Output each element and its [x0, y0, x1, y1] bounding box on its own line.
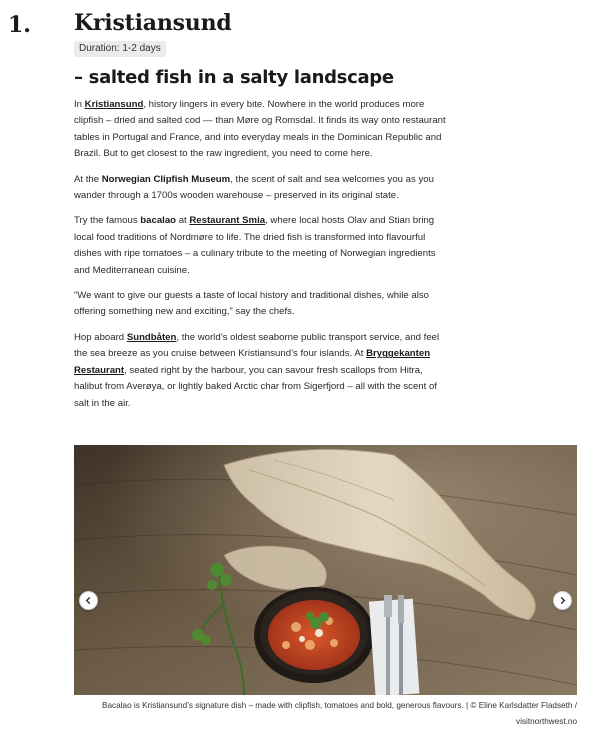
- section-number: 1.: [8, 12, 31, 38]
- carousel-next-button[interactable]: [553, 591, 572, 610]
- link-bryggekanten-restaurant[interactable]: Bryggekanten Restaurant: [74, 348, 431, 376]
- carousel-prev-button[interactable]: [79, 591, 98, 610]
- paragraph-restaurant: [74, 213, 450, 279]
- text: “We want to give our guests a taste of local history and traditional dishes, while also offering something new and exciting,” say the chefs.: [74, 290, 429, 318]
- paragraph-quote: [74, 288, 450, 321]
- link-sundbaten[interactable]: Sundbåten: [126, 331, 177, 343]
- image-caption: Bacalao is Kristiansund’s signature dish – made with clipfish, tomatoes and bold, generous flavours. | © Eline Karlsdatter Fladseth / visitnorthwest.no: [102, 701, 577, 726]
- text: , seated right by the harbour, you can savour fresh scallops from Hitra, halibut from Averøya, or lightly baked Arctic char from Sigerfjord – all with the scent of salt in the air.: [74, 364, 437, 409]
- bacalao-photo: [74, 445, 577, 695]
- text: at: [176, 215, 190, 227]
- text: Try the famous: [74, 215, 141, 227]
- page-title: Kristiansund: [74, 10, 232, 36]
- link-kristiansund[interactable]: Kristiansund: [84, 99, 144, 110]
- text: , history lingers in every bite. Nowhere in the world produces more clipfish – dried and salted cod — than Møre og Romsdal. It finds its way onto restaurant tables in Portugal and France, and into everyday meals in the Dominican Republic and Brazil. But to get closest to the raw ingredient, you need to come here.: [74, 99, 446, 160]
- text: Hop aboard: [74, 331, 127, 343]
- duration-badge: Duration: 1-2 days: [74, 41, 166, 57]
- text: , the world’s oldest seaborne public transport service, and feel the sea breeze as you cruise between Kristiansund’s four islands. At: [74, 331, 440, 360]
- bacalao-term: bacalao: [140, 215, 177, 227]
- paragraph-sundbaten: [74, 330, 450, 412]
- text: , the scent of salt and sea welcomes you as you wander through a 1700s wooden warehouse – preserved in its original state.: [74, 173, 434, 202]
- image-carousel[interactable]: [74, 445, 577, 695]
- text: In: [74, 99, 85, 110]
- paragraph-intro: [74, 97, 450, 163]
- paragraph-museum: [74, 172, 450, 205]
- article-body: [74, 97, 450, 421]
- section-subtitle: – salted fish in a salty landscape: [74, 67, 394, 88]
- text: , where local hosts Olav and Stian bring local food traditions of Nordmøre to life. The dried fish is transformed into flavourful dishes with ripe tomatoes – a culinary tribute to the meeting of Norwegian ingredients and Mediterranean cuisine.: [74, 215, 436, 276]
- text: At the: [74, 173, 102, 185]
- museum-name: Norwegian Clipfish Museum: [101, 173, 231, 185]
- chevron-right-icon: [558, 596, 567, 605]
- link-restaurant-smia[interactable]: Restaurant Smia: [189, 215, 266, 227]
- chevron-left-icon: [84, 596, 93, 605]
